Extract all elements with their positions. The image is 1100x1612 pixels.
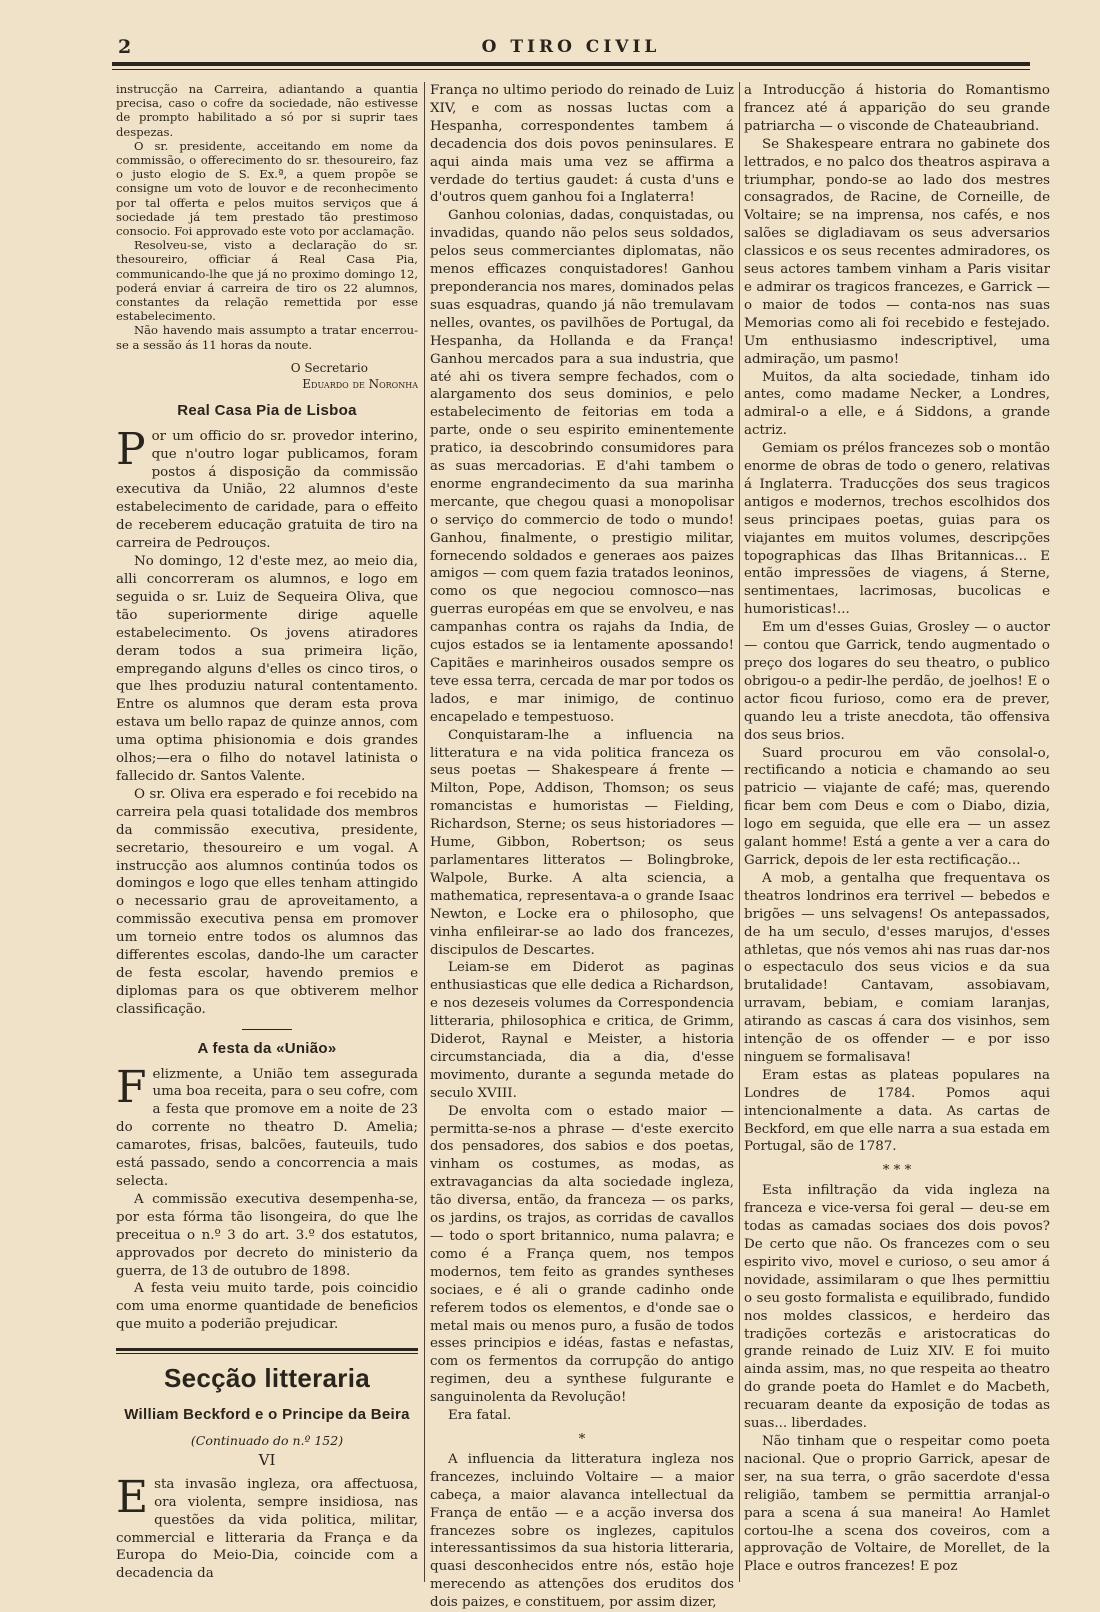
newspaper-title: O TIRO CIVIL: [481, 37, 661, 57]
article-paragraph: Gemiam os prélos francezes sob o montão enorme de obras de todo o genero, relativas á Inglaterra. Traducções dos seus tragicos antigos e modernos, trechos escolhidos dos seus principaes poetas, guias para os viajantes em muitos volumes, descripções topographicas das Ilhas Britannicas... E então impressões de viagens, á Sterne, sentimentaes, lacrimosas, bucolicas e humoristicas!...: [744, 441, 1050, 618]
article-paragraph: [116, 423, 418, 553]
article-paragraph: Não tinham que o respeitar como poeta nacional. Que o proprio Garrick, apesar de ser, na sua terra, o grão sacerdote d'essa religião, tambem se permittia arranjal-o para a scena á sua maneira! Ao Hamlet cortou-lhe a scena dos coveiros, com a approvação de Voltaire, de Morellet, de la Place e outros francezes! E poz: [744, 1433, 1050, 1575]
minutes-paragraph: Não havendo mais assumpto a tratar encerrou-se a sessão ás 11 horas da noute.: [116, 323, 418, 352]
article-paragraph: A mob, a gentalha que frequentava os theatros londrinos era terrivel — bebedos e brigões — uns selvagens! Os antepassados, de ha um seculo, d'esses marujos, d'esses athletas, que nós vemos ahi nas ruas dar-nos o espectaculo dos seus vicios e da sua brutalidade! Cantavam, assobiavam, urravam, bebiam, e comiam laranjas, atirando as cascas á cara dos visinhos, sem intenção de os offender — e por isso ninguem se formalisava!: [744, 870, 1050, 1065]
signature-role: O Secretario: [290, 360, 368, 375]
section-star: *: [578, 1431, 586, 1447]
article-heading-casa-pia: Real Casa Pia de Lisboa: [177, 401, 357, 419]
article-paragraph: Ganhou colonias, dadas, conquistadas, ou invadidas, quando não pelos seus soldados, pelos seus commerciantes diplomatas, não menos efficazes conquistadores! Ganhou preponderancia nos mares, dominados pelas suas esquadras, quando já não tremulavam nelles, ovantes, os pavilhões de Portugal, da Hespanha, da Hollanda e da França! Ganhou mercados para a sua industria, que até ahi os tivera sempre fechados, com o alargamento dos seus dominios, e pelo estabelecimento de feitorias em toda a parte, onde o seu espirito eminentemente pratico, ia descobrindo consumidores para as suas mercadorias. E d'ahi tambem o enorme engrandecimento da sua marinha mercante, que chegou quasi a monopolisar o serviço do commercio de todo o mundo! Ganhou, finalmente, o prestigio militar, fornecendo soldados e generaes aos paizes amigos — com quem fazia tratados leoninos, como os que negociou comnosco—nas guerras européas em que se envolveu, e nas campanhas contra os rajahs da India, de cujos estados se ia lentamente apossando! Capitães e marinheiros ousados sempre os teve essa terra, cercada de mar por todos os lados, e mar inimigo, de continuo encapelado e tempestuoso.: [430, 208, 734, 725]
column-1: [116, 82, 418, 1582]
chapter-number: VI: [258, 1450, 276, 1469]
minutes-paragraph: O sr. presidente, acceitando em nome da commissão, o offerecimento do sr. thesoureiro, faz o justo elogio de S. Ex.ª, a quem propõe se consigne um voto de louvor e de reconhecimento por tal offerta e pelos muitos serviços que á sociedade já tem prestado tão prestimoso consocio. Foi approvado este voto por acclamação.: [116, 138, 418, 239]
page-number: 2: [118, 36, 132, 58]
header-rule-thin: [112, 69, 1030, 70]
paragraph-text: elizmente, a União tem assegurada uma boa receita, para o seu cofre, com a festa que promove em a noite de 23 do corrente no theatro D. Amelia; camarotes, frisas, balcões, fauteuils, tudo está passado, sendo a concorrencia a mais selecta.: [116, 1066, 418, 1190]
article-heading-festa: A festa da «União»: [197, 1039, 337, 1057]
header-rule-heavy: [112, 62, 1030, 66]
article-paragraph: a Introducção á historia do Romantismo francez até á apparição do seu grande patriarcha — o visconde de Chateaubriand.: [744, 83, 1050, 134]
article-paragraph: Esta infiltração da vida ingleza na franceza e vice-versa foi geral — deu-se em todas as camadas sociaes dos dois povos? De certo que não. Os francezes com o seu espirito vivo, movel e curioso, o seu amor á novidade, assimilaram o que lhes permittiu o seu gosto formalista e equilibrado, fundido nos moldes classicos, e herdeiro das tradições cortezãs e aristocraticas do grande reinado de Luiz XIV. E foi muito ainda assim, mas, no que respeita ao theatro do grande poeta do Hamlet e do Macbeth, recuaram deante da exposição de todas as suas... liberdades.: [744, 1183, 1050, 1432]
article-heading-beckford: William Beckford e o Principe da Beira: [124, 1406, 410, 1424]
signature-name: Eduardo de Noronha: [302, 376, 418, 391]
column-divider-1: [424, 82, 425, 1582]
section-rule-heavy: [116, 1348, 418, 1351]
section-rule-thin: [116, 1353, 418, 1354]
article-paragraph: A influencia da litteratura ingleza nos francezes, incluindo Voltaire — a maior cabeça, a maior alavanca intellectual da França de então — e a acção inversa dos francezes sobre os inglezes, capitulos interessantissimos da sua historia litteraria, quasi desconhecidos entre nós, estão hoje merecendo as attenções dos eruditos dos dois paizes, e constituem, por assim dizer,: [430, 1451, 734, 1611]
article-paragraph: Leiam-se em Diderot as paginas enthusiasticas que elle dedica a Richardson, e nos dezeseis volumes da Correspondencia litteraria, philosophica e critica, de Grimm, Diderot, Raynal e Meister, a historia circumstanciada, dia a dia, d'esse movimento, durante a segunda metade do seculo XVIII.: [430, 960, 734, 1101]
section-heading-literaria: Secção litteraria: [164, 1363, 370, 1394]
drop-cap: F: [116, 1061, 147, 1113]
column-3: [744, 82, 1050, 1582]
article-paragraph: Era fatal.: [448, 1408, 512, 1424]
article-paragraph: França no ultimo periodo do reinado de Luiz XIV, e com as nossas luctas com a Hespanha, correspondentes tambem á decadencia dos dois povos peninsulares. E aqui ainda mais uma vez se affirma a verdade do tertius gaudet: á custa d'uns e d'outros quem ganhou foi a Inglaterra!: [430, 83, 734, 206]
section-asterism: * * *: [882, 1163, 912, 1179]
article-paragraph: No domingo, 12 d'este mez, ao meio dia, alli concorreram os alumnos, e logo em seguida o sr. Luiz de Sequeira Oliva, que tão superiormente dirige aquelle estabelecimento. Os jovens atiradores deram todos a sua primeira lição, empregando alguns d'elles os cinco tiros, o que lhes produziu natural contentamento. Entre os alumnos que deram esta prova estava um bello rapaz de quinze annos, com uma optima phisionomia e dois grandes olhos;—era o filho do notavel latinista o fallecido dr. Santos Valente.: [116, 554, 418, 784]
minutes-paragraph: Resolveu-se, visto a declaração do sr. thesoureiro, officiar á Real Casa Pia, communicando-lhe que já no proximo domingo 12, poderá enviar á carreira de tiro os 22 alumnos, constantes da relação remettida por esse estabelecimento.: [116, 238, 418, 324]
article-paragraph: [116, 1061, 418, 1191]
article-paragraph: De envolta com o estado maior — permitta-se-nos a phrase — d'este exercito dos pensadores, dos sabios e dos poetas, vinham os costumes, as modas, as extravagancias da alta sociedade ingleza, tão diversa, então, da franceza — os parks, os jardins, os trajos, as corridas de cavallos — todo o sport britannico, numa palavra; e como é a França quem, nos tempos modernos, tem feito as grandes syntheses sociaes, e é ali o grande cadinho onde referem todos os elementos, e d'onde sae o metal mais ou menos puro, a fusão de todos esses principios e idéas, fastas e nefastas, com os fermentos da corrupção do antigo regimen, deu a synthese fulgurante e sanguinolenta da Revolução!: [430, 1103, 734, 1406]
drop-cap: E: [116, 1471, 149, 1523]
column-divider-2: [739, 82, 740, 1582]
article-paragraph: Muitos, da alta sociedade, tinham ido antes, como madame Necker, a Londres, admiral-o a elle, e á Siddons, a grande actriz.: [744, 369, 1050, 439]
article-paragraph: O sr. Oliva era esperado e foi recebido na carreira pela quasi totalidade dos membros da commissão executiva, presidente, secretario, thesoureiro e um vogal. A instrucção aos alumnos continúa todos os domingos e logo que elles tenham attingido o necessario grau de aproveitamento, a commissão executiva pensa em promover um torneio entre todos os alumnos das differentes escolas, dando-lhe um caracter de festa escolar, havendo premios e diplomas para os que obtiverem melhor classificação.: [116, 786, 418, 1017]
article-paragraph: Se Shakespeare entrara no gabinete dos lettrados, e no palco dos theatros aspirava a triumphar, pondo-se ao lado dos mestres consagrados, de Racine, de Corneille, de Voltaire; se na imprensa, nos cafés, e nos salões se digladiavam os seus adversarios classicos e os seus recentes admiradores, os seus actores tambem vinham a Paris visitar e admirar os tragicos francezes, e Garrick — o maior de todos — conta-nos nas suas Memorias como ali foi recebido e festejado. Um enthusiasmo indescriptivel, uma admiração, um pasmo!: [744, 136, 1050, 367]
article-paragraph: Em um d'esses Guias, Grosley — o auctor — contou que Garrick, tendo augmentado o preço dos logares do seu theatro, o publico obrigou-o a pedir-lhe perdão, de joelhos! E o actor ficou furioso, como era de prever, quando leu a triste anecdota, tão offensiva dos seus brios.: [744, 620, 1050, 743]
drop-cap: P: [116, 423, 146, 475]
section-separator: [242, 1029, 292, 1030]
article-paragraph: Eram estas as plateas populares na Londres de 1784. Pomos aqui intencionalmente a data. As cartas de Beckford, em que elle narra a sua estada em Portugal, são de 1787.: [744, 1067, 1050, 1155]
article-paragraph: [116, 1471, 418, 1583]
minutes-paragraph: instrucção na Carreira, adiantando a quantia precisa, caso o cofre da sociedade, não estivesse de prompto habilitado a só por si suprir taes despezas.: [116, 82, 418, 139]
article-paragraph: A festa veiu muito tarde, pois coincidio com uma enorme quantidade de beneficios que muito a poderião prejudicar.: [116, 1281, 418, 1333]
article-paragraph: A commissão executiva desempenha-se, por esta fórma tão lisongeira, do que lhe preceitua o n.º 3 do art. 3.º dos estatutos, approvados por decreto do ministerio da guerra, de 13 de outubro de 1898.: [116, 1191, 418, 1279]
continuation-note: (Continuado do n.º 152): [190, 1432, 344, 1448]
paragraph-text: or um officio do sr. provedor interino, que n'outro logar publicamos, foram postos á disposição da commissão executiva da União, 22 alumnos d'este estabelecimento de caridade, para o effeito de receberem educação gratuita de tiro na carreira de Pedrouços.: [116, 428, 418, 552]
column-2: [430, 82, 734, 1611]
article-paragraph: Conquistaram-lhe a influencia na litteratura e na vida politica franceza os seus poetas — Shakespeare á frente — Milton, Pope, Addison, Thomson; os seus romancistas e humoristas — Fielding, Richardson, Sterne; os seus historiadores — Hume, Gibbon, Robertson; os seus parlamentares litteratos — Bolingbroke, Walpole, Burke. A alta sciencia, a mathematica, representava-a o grande Isaac Newton, e Locke era o philosopho, que vinha enfileirar-se ao lado dos francezes, discipulos de Descartes.: [430, 727, 734, 958]
article-paragraph: Suard procurou em vão consolal-o, rectificando a noticia e chamando ao seu patricio — viajante de café; mas, querendo ficar bem com Deus e com o Diabo, dizia, logo em seguida, que elle era — un assez galant homme! Está a gente a ver a cara do Garrick, depois de ler esta rectificação...: [744, 745, 1050, 868]
session-minutes: [116, 82, 418, 352]
masthead: [112, 30, 1030, 62]
paragraph-text: sta invasão ingleza, ora affectuosa, ora violenta, sempre insidiosa, nas questões da vida politica, militar, commercial e litteraria da França e da Europa do Meio-Dia, coincide com a decadencia da: [116, 1476, 418, 1582]
signature-block: [116, 360, 418, 392]
